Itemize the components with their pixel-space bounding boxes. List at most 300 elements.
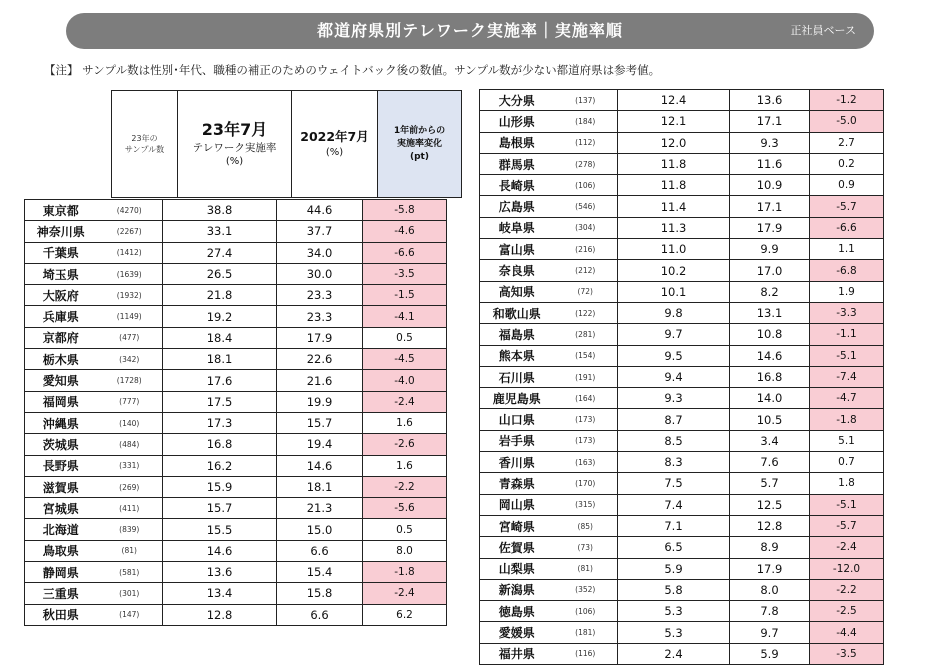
sample-count-cell: (81) bbox=[97, 540, 163, 561]
sample-count-cell: (85) bbox=[554, 515, 618, 536]
prefecture-cell: 大分県 bbox=[480, 90, 554, 111]
sample-count-cell: (81) bbox=[554, 558, 618, 579]
rate-2023-cell: 6.5 bbox=[618, 537, 730, 558]
rate-2023-cell: 16.2 bbox=[163, 455, 277, 476]
change-cell: -12.0 bbox=[810, 558, 884, 579]
table-row bbox=[480, 324, 884, 345]
rate-2022-cell: 16.8 bbox=[730, 366, 810, 387]
rate-2022-cell: 21.3 bbox=[277, 498, 363, 519]
prefecture-cell: 和歌山県 bbox=[480, 302, 554, 323]
change-cell: 0.9 bbox=[810, 175, 884, 196]
change-cell: -7.4 bbox=[810, 366, 884, 387]
header-sample-count bbox=[112, 91, 178, 198]
rate-2023-cell: 13.4 bbox=[163, 583, 277, 604]
change-cell: -3.5 bbox=[810, 643, 884, 664]
table-row bbox=[480, 622, 884, 643]
change-cell: -3.5 bbox=[363, 263, 447, 284]
change-cell: -1.5 bbox=[363, 285, 447, 306]
rate-2023-cell: 27.4 bbox=[163, 242, 277, 263]
table-row bbox=[25, 349, 447, 370]
rate-2022-cell: 17.0 bbox=[730, 260, 810, 281]
header-2022-title: 2022年7月 bbox=[300, 129, 369, 144]
change-cell: -2.4 bbox=[810, 537, 884, 558]
table-row bbox=[25, 562, 447, 583]
prefecture-cell: 神奈川県 bbox=[25, 221, 97, 242]
rate-2023-cell: 17.6 bbox=[163, 370, 277, 391]
change-cell: 1.8 bbox=[810, 473, 884, 494]
header-2023-unit: (%) bbox=[225, 156, 244, 167]
table-row bbox=[480, 494, 884, 515]
rate-2022-cell: 22.6 bbox=[277, 349, 363, 370]
sample-count-cell: (164) bbox=[554, 388, 618, 409]
header-2022-rate bbox=[292, 91, 378, 198]
rate-2022-cell: 17.9 bbox=[730, 217, 810, 238]
sample-count-cell: (484) bbox=[97, 434, 163, 455]
rate-2022-cell: 5.7 bbox=[730, 473, 810, 494]
prefecture-cell: 秋田県 bbox=[25, 604, 97, 625]
rate-2022-cell: 5.9 bbox=[730, 643, 810, 664]
header-change-unit: (pt) bbox=[410, 151, 429, 162]
sample-count-cell: (140) bbox=[97, 412, 163, 433]
prefecture-cell: 宮崎県 bbox=[480, 515, 554, 536]
change-cell: -4.7 bbox=[810, 388, 884, 409]
prefecture-cell: 徳島県 bbox=[480, 601, 554, 622]
change-cell: -5.6 bbox=[363, 498, 447, 519]
rate-2023-cell: 9.7 bbox=[618, 324, 730, 345]
rate-2023-cell: 8.3 bbox=[618, 452, 730, 473]
table-row bbox=[480, 175, 884, 196]
sample-count-cell: (352) bbox=[554, 579, 618, 600]
prefecture-cell: 埼玉県 bbox=[25, 263, 97, 284]
rate-2023-cell: 11.8 bbox=[618, 153, 730, 174]
table-row bbox=[25, 412, 447, 433]
header-change-line2: 実施率変化 bbox=[396, 138, 442, 149]
change-cell: -1.8 bbox=[810, 409, 884, 430]
left-data-table bbox=[24, 199, 447, 626]
table-row bbox=[480, 558, 884, 579]
rate-2023-cell: 15.9 bbox=[163, 476, 277, 497]
rate-2022-cell: 15.0 bbox=[277, 519, 363, 540]
rate-2023-cell: 14.6 bbox=[163, 540, 277, 561]
rate-2022-cell: 7.8 bbox=[730, 601, 810, 622]
change-cell: -6.8 bbox=[810, 260, 884, 281]
change-cell: -4.4 bbox=[810, 622, 884, 643]
rate-2022-cell: 14.6 bbox=[277, 455, 363, 476]
header-sample-line2: サンプル数 bbox=[124, 145, 165, 154]
sample-count-cell: (184) bbox=[554, 111, 618, 132]
prefecture-cell: 静岡県 bbox=[25, 562, 97, 583]
prefecture-cell: 福島県 bbox=[480, 324, 554, 345]
prefecture-cell: 三重県 bbox=[25, 583, 97, 604]
change-cell: 2.7 bbox=[810, 132, 884, 153]
change-cell: 1.9 bbox=[810, 281, 884, 302]
rate-2023-cell: 12.0 bbox=[618, 132, 730, 153]
rate-2022-cell: 19.4 bbox=[277, 434, 363, 455]
change-cell: 1.6 bbox=[363, 455, 447, 476]
sample-count-cell: (342) bbox=[97, 349, 163, 370]
table-row bbox=[480, 473, 884, 494]
table-row bbox=[25, 242, 447, 263]
table-row bbox=[480, 239, 884, 260]
rate-2023-cell: 13.6 bbox=[163, 562, 277, 583]
header-2022-unit: (%) bbox=[325, 147, 344, 158]
table-row bbox=[25, 583, 447, 604]
rate-2023-cell: 5.8 bbox=[618, 579, 730, 600]
prefecture-cell: 茨城県 bbox=[25, 434, 97, 455]
sample-count-cell: (1149) bbox=[97, 306, 163, 327]
rate-2023-cell: 16.8 bbox=[163, 434, 277, 455]
sample-count-cell: (173) bbox=[554, 409, 618, 430]
sample-count-cell: (1728) bbox=[97, 370, 163, 391]
rate-2023-cell: 11.8 bbox=[618, 175, 730, 196]
rate-2022-cell: 17.1 bbox=[730, 196, 810, 217]
table-row bbox=[25, 540, 447, 561]
page-title: 都道府県別テレワーク実施率｜実施率順 bbox=[317, 21, 623, 40]
prefecture-cell: 長崎県 bbox=[480, 175, 554, 196]
rate-2023-cell: 8.5 bbox=[618, 430, 730, 451]
rate-2022-cell: 15.7 bbox=[277, 412, 363, 433]
rate-2023-cell: 9.4 bbox=[618, 366, 730, 387]
rate-2023-cell: 7.5 bbox=[618, 473, 730, 494]
change-cell: -1.1 bbox=[810, 324, 884, 345]
rate-2022-cell: 8.2 bbox=[730, 281, 810, 302]
prefecture-cell: 広島県 bbox=[480, 196, 554, 217]
sample-count-cell: (73) bbox=[554, 537, 618, 558]
table-row bbox=[480, 217, 884, 238]
prefecture-cell: 愛媛県 bbox=[480, 622, 554, 643]
change-cell: -5.1 bbox=[810, 345, 884, 366]
sample-count-cell: (147) bbox=[97, 604, 163, 625]
rate-2023-cell: 11.3 bbox=[618, 217, 730, 238]
rate-2022-cell: 9.7 bbox=[730, 622, 810, 643]
header-2023-title: 23年7月 bbox=[201, 120, 268, 139]
prefecture-cell: 石川県 bbox=[480, 366, 554, 387]
table-row bbox=[480, 153, 884, 174]
table-row bbox=[480, 409, 884, 430]
prefecture-cell: 香川県 bbox=[480, 452, 554, 473]
sample-count-cell: (411) bbox=[97, 498, 163, 519]
rate-2023-cell: 2.4 bbox=[618, 643, 730, 664]
sample-count-cell: (477) bbox=[97, 327, 163, 348]
rate-2022-cell: 23.3 bbox=[277, 285, 363, 306]
table-row bbox=[480, 196, 884, 217]
sample-count-cell: (72) bbox=[554, 281, 618, 302]
rate-2023-cell: 18.4 bbox=[163, 327, 277, 348]
rate-2022-cell: 12.5 bbox=[730, 494, 810, 515]
sample-count-cell: (839) bbox=[97, 519, 163, 540]
sample-count-cell: (1932) bbox=[97, 285, 163, 306]
sample-count-cell: (278) bbox=[554, 153, 618, 174]
table-row bbox=[480, 537, 884, 558]
table-row bbox=[25, 519, 447, 540]
change-cell: -4.1 bbox=[363, 306, 447, 327]
change-cell: 0.5 bbox=[363, 519, 447, 540]
prefecture-cell: 山口県 bbox=[480, 409, 554, 430]
sample-count-cell: (2267) bbox=[97, 221, 163, 242]
sample-count-cell: (181) bbox=[554, 622, 618, 643]
table-row bbox=[480, 515, 884, 536]
table-row bbox=[25, 391, 447, 412]
prefecture-cell: 島根県 bbox=[480, 132, 554, 153]
rate-2022-cell: 3.4 bbox=[730, 430, 810, 451]
rate-2023-cell: 17.3 bbox=[163, 412, 277, 433]
change-cell: -2.4 bbox=[363, 391, 447, 412]
sample-count-cell: (315) bbox=[554, 494, 618, 515]
table-row bbox=[25, 434, 447, 455]
rate-2022-cell: 37.7 bbox=[277, 221, 363, 242]
table-row bbox=[480, 111, 884, 132]
rate-2023-cell: 10.2 bbox=[618, 260, 730, 281]
prefecture-cell: 宮城県 bbox=[25, 498, 97, 519]
rate-2022-cell: 17.9 bbox=[730, 558, 810, 579]
sample-count-cell: (137) bbox=[554, 90, 618, 111]
rate-2023-cell: 10.1 bbox=[618, 281, 730, 302]
rate-2022-cell: 15.8 bbox=[277, 583, 363, 604]
prefecture-cell: 鳥取県 bbox=[25, 540, 97, 561]
rate-2022-cell: 10.9 bbox=[730, 175, 810, 196]
table-row bbox=[25, 200, 447, 221]
rate-2022-cell: 18.1 bbox=[277, 476, 363, 497]
change-cell: -4.6 bbox=[363, 221, 447, 242]
table-row bbox=[480, 388, 884, 409]
rate-2023-cell: 12.1 bbox=[618, 111, 730, 132]
sample-count-cell: (112) bbox=[554, 132, 618, 153]
table-row bbox=[480, 430, 884, 451]
sample-count-cell: (106) bbox=[554, 601, 618, 622]
table-row bbox=[480, 90, 884, 111]
change-cell: -5.7 bbox=[810, 196, 884, 217]
rate-2023-cell: 5.3 bbox=[618, 601, 730, 622]
rate-2023-cell: 19.2 bbox=[163, 306, 277, 327]
table-row bbox=[480, 132, 884, 153]
rate-2022-cell: 6.6 bbox=[277, 604, 363, 625]
sample-count-cell: (170) bbox=[554, 473, 618, 494]
sample-count-cell: (1639) bbox=[97, 263, 163, 284]
rate-2022-cell: 15.4 bbox=[277, 562, 363, 583]
change-cell: -5.1 bbox=[810, 494, 884, 515]
table-row bbox=[25, 476, 447, 497]
prefecture-cell: 群馬県 bbox=[480, 153, 554, 174]
rate-2023-cell: 11.0 bbox=[618, 239, 730, 260]
prefecture-cell: 千葉県 bbox=[25, 242, 97, 263]
prefecture-cell: 京都府 bbox=[25, 327, 97, 348]
sample-count-cell: (154) bbox=[554, 345, 618, 366]
change-cell: 6.2 bbox=[363, 604, 447, 625]
change-cell: -3.3 bbox=[810, 302, 884, 323]
rate-2023-cell: 38.8 bbox=[163, 200, 277, 221]
change-cell: -5.7 bbox=[810, 515, 884, 536]
sample-count-cell: (212) bbox=[554, 260, 618, 281]
rate-2023-cell: 7.1 bbox=[618, 515, 730, 536]
prefecture-cell: 奈良県 bbox=[480, 260, 554, 281]
prefecture-cell: 新潟県 bbox=[480, 579, 554, 600]
rate-2022-cell: 6.6 bbox=[277, 540, 363, 561]
rate-2022-cell: 19.9 bbox=[277, 391, 363, 412]
rate-2022-cell: 10.5 bbox=[730, 409, 810, 430]
sample-count-cell: (191) bbox=[554, 366, 618, 387]
table-row bbox=[480, 260, 884, 281]
change-cell: -2.2 bbox=[363, 476, 447, 497]
rate-2022-cell: 14.0 bbox=[730, 388, 810, 409]
change-cell: 0.5 bbox=[363, 327, 447, 348]
prefecture-cell: 福岡県 bbox=[25, 391, 97, 412]
sample-count-cell: (106) bbox=[554, 175, 618, 196]
rate-2022-cell: 9.9 bbox=[730, 239, 810, 260]
change-cell: -4.0 bbox=[363, 370, 447, 391]
prefecture-cell: 山梨県 bbox=[480, 558, 554, 579]
column-header bbox=[111, 90, 462, 198]
table-row bbox=[25, 455, 447, 476]
prefecture-cell: 鹿児島県 bbox=[480, 388, 554, 409]
rate-2023-cell: 9.3 bbox=[618, 388, 730, 409]
rate-2023-cell: 15.5 bbox=[163, 519, 277, 540]
prefecture-cell: 山形県 bbox=[480, 111, 554, 132]
rate-2022-cell: 13.1 bbox=[730, 302, 810, 323]
prefecture-cell: 栃木県 bbox=[25, 349, 97, 370]
prefecture-cell: 大阪府 bbox=[25, 285, 97, 306]
right-data-table bbox=[479, 89, 884, 665]
table-row bbox=[480, 579, 884, 600]
rate-2022-cell: 8.0 bbox=[730, 579, 810, 600]
table-row bbox=[25, 370, 447, 391]
prefecture-cell: 富山県 bbox=[480, 239, 554, 260]
change-cell: -4.5 bbox=[363, 349, 447, 370]
rate-2023-cell: 7.4 bbox=[618, 494, 730, 515]
prefecture-cell: 愛知県 bbox=[25, 370, 97, 391]
prefecture-cell: 岡山県 bbox=[480, 494, 554, 515]
rate-2022-cell: 17.9 bbox=[277, 327, 363, 348]
prefecture-cell: 岩手県 bbox=[480, 430, 554, 451]
change-cell: 1.6 bbox=[363, 412, 447, 433]
prefecture-cell: 東京都 bbox=[25, 200, 97, 221]
change-cell: -6.6 bbox=[810, 217, 884, 238]
prefecture-cell: 沖縄県 bbox=[25, 412, 97, 433]
table-row bbox=[480, 281, 884, 302]
table-row bbox=[480, 302, 884, 323]
header-change bbox=[378, 91, 462, 198]
sample-count-cell: (304) bbox=[554, 217, 618, 238]
rate-2022-cell: 23.3 bbox=[277, 306, 363, 327]
prefecture-cell: 青森県 bbox=[480, 473, 554, 494]
rate-2023-cell: 33.1 bbox=[163, 221, 277, 242]
rate-2023-cell: 18.1 bbox=[163, 349, 277, 370]
change-cell: -2.4 bbox=[363, 583, 447, 604]
rate-2022-cell: 21.6 bbox=[277, 370, 363, 391]
prefecture-cell: 高知県 bbox=[480, 281, 554, 302]
sample-count-cell: (269) bbox=[97, 476, 163, 497]
rate-2022-cell: 34.0 bbox=[277, 242, 363, 263]
table-row bbox=[25, 327, 447, 348]
rate-2022-cell: 14.6 bbox=[730, 345, 810, 366]
basis-label: 正社員ベース bbox=[790, 24, 856, 37]
rate-2022-cell: 12.8 bbox=[730, 515, 810, 536]
change-cell: -1.2 bbox=[810, 90, 884, 111]
header-sample-line1: 23年の bbox=[131, 134, 158, 143]
rate-2022-cell: 9.3 bbox=[730, 132, 810, 153]
rate-2023-cell: 17.5 bbox=[163, 391, 277, 412]
prefecture-cell: 熊本県 bbox=[480, 345, 554, 366]
rate-2022-cell: 30.0 bbox=[277, 263, 363, 284]
rate-2023-cell: 12.8 bbox=[163, 604, 277, 625]
sample-count-cell: (546) bbox=[554, 196, 618, 217]
change-cell: -2.5 bbox=[810, 601, 884, 622]
sample-count-cell: (1412) bbox=[97, 242, 163, 263]
sample-count-cell: (331) bbox=[97, 455, 163, 476]
header-change-line1: 1年前からの bbox=[393, 125, 446, 136]
table-row bbox=[25, 604, 447, 625]
change-cell: -5.8 bbox=[363, 200, 447, 221]
rate-2023-cell: 9.5 bbox=[618, 345, 730, 366]
sample-count-cell: (301) bbox=[97, 583, 163, 604]
rate-2022-cell: 8.9 bbox=[730, 537, 810, 558]
change-cell: 0.7 bbox=[810, 452, 884, 473]
header-2023-rate bbox=[178, 91, 292, 198]
prefecture-cell: 北海道 bbox=[25, 519, 97, 540]
change-cell: -1.8 bbox=[363, 562, 447, 583]
table-row bbox=[480, 643, 884, 664]
change-cell: -5.0 bbox=[810, 111, 884, 132]
change-cell: -2.6 bbox=[363, 434, 447, 455]
change-cell: -6.6 bbox=[363, 242, 447, 263]
sample-count-cell: (163) bbox=[554, 452, 618, 473]
sample-count-cell: (116) bbox=[554, 643, 618, 664]
rate-2023-cell: 5.9 bbox=[618, 558, 730, 579]
sample-count-cell: (4270) bbox=[97, 200, 163, 221]
change-cell: -2.2 bbox=[810, 579, 884, 600]
rate-2023-cell: 5.3 bbox=[618, 622, 730, 643]
sample-count-cell: (581) bbox=[97, 562, 163, 583]
sample-count-cell: (216) bbox=[554, 239, 618, 260]
change-cell: 5.1 bbox=[810, 430, 884, 451]
title-banner bbox=[66, 13, 874, 49]
rate-2022-cell: 13.6 bbox=[730, 90, 810, 111]
table-row bbox=[25, 263, 447, 284]
change-cell: 0.2 bbox=[810, 153, 884, 174]
sample-count-cell: (281) bbox=[554, 324, 618, 345]
prefecture-cell: 兵庫県 bbox=[25, 306, 97, 327]
rate-2023-cell: 26.5 bbox=[163, 263, 277, 284]
prefecture-cell: 福井県 bbox=[480, 643, 554, 664]
footnote: 【注】 サンプル数は性別･年代、職種の補正のためのウェイトバック後の数値。サンプル数が少ない都道府県は参考値。 bbox=[44, 63, 661, 77]
table-row bbox=[25, 285, 447, 306]
prefecture-cell: 滋賀県 bbox=[25, 476, 97, 497]
rate-2022-cell: 11.6 bbox=[730, 153, 810, 174]
rate-2023-cell: 21.8 bbox=[163, 285, 277, 306]
table-row bbox=[480, 601, 884, 622]
prefecture-cell: 岐阜県 bbox=[480, 217, 554, 238]
rate-2023-cell: 12.4 bbox=[618, 90, 730, 111]
table-row bbox=[25, 498, 447, 519]
header-2023-sub: テレワーク実施率 bbox=[192, 142, 277, 154]
table-row bbox=[25, 221, 447, 242]
rate-2022-cell: 7.6 bbox=[730, 452, 810, 473]
prefecture-cell: 佐賀県 bbox=[480, 537, 554, 558]
rate-2023-cell: 8.7 bbox=[618, 409, 730, 430]
sample-count-cell: (122) bbox=[554, 302, 618, 323]
rate-2023-cell: 9.8 bbox=[618, 302, 730, 323]
rate-2023-cell: 15.7 bbox=[163, 498, 277, 519]
prefecture-cell: 長野県 bbox=[25, 455, 97, 476]
sample-count-cell: (173) bbox=[554, 430, 618, 451]
table-row bbox=[480, 345, 884, 366]
change-cell: 1.1 bbox=[810, 239, 884, 260]
table-row bbox=[25, 306, 447, 327]
rate-2022-cell: 10.8 bbox=[730, 324, 810, 345]
change-cell: 8.0 bbox=[363, 540, 447, 561]
rate-2022-cell: 44.6 bbox=[277, 200, 363, 221]
sample-count-cell: (777) bbox=[97, 391, 163, 412]
rate-2023-cell: 11.4 bbox=[618, 196, 730, 217]
